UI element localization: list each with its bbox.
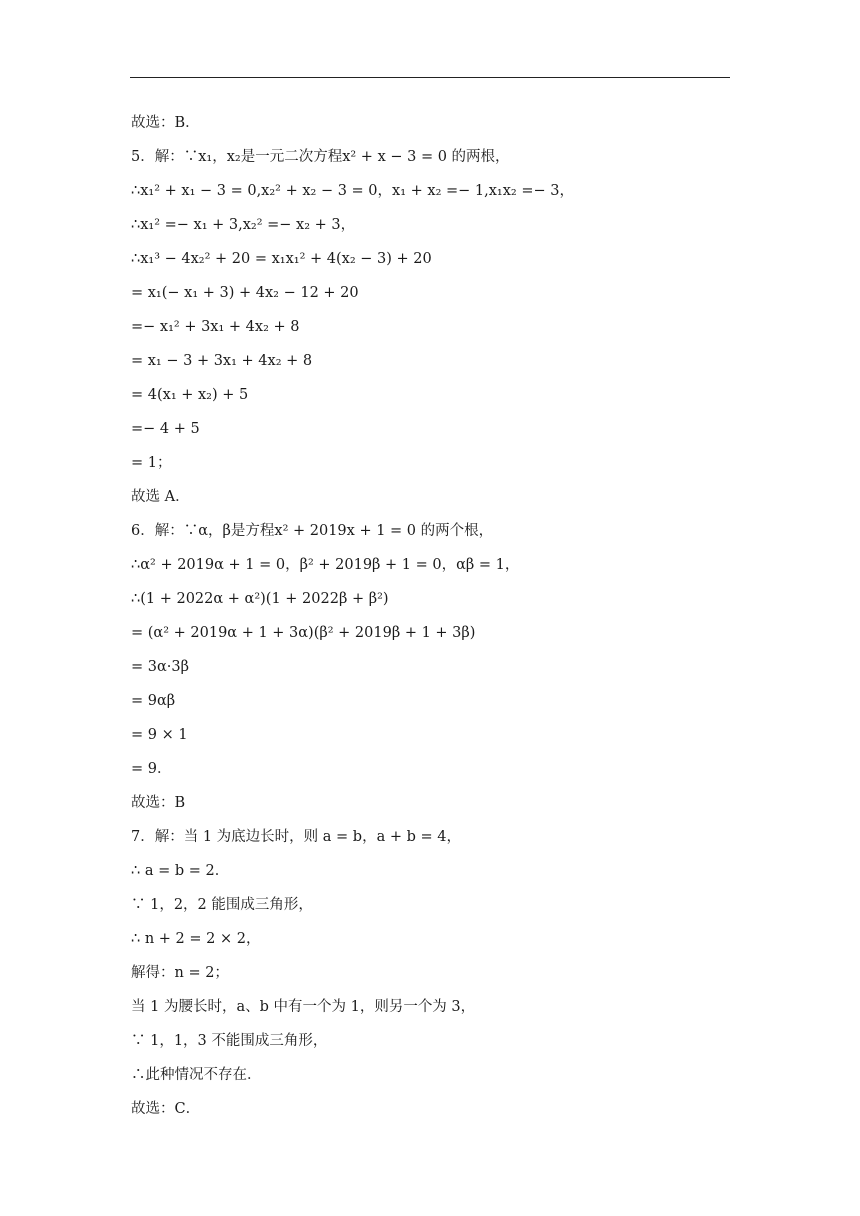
text-line: ∴ n + 2 = 2 × 2，	[131, 931, 261, 947]
text-line: ∴x₁² =− x₁ + 3,x₂² =− x₂ + 3，	[131, 217, 356, 233]
text-line: ∵ 1，1，3 不能围成三角形，	[131, 1033, 328, 1049]
text-line: 7．解：当 1 为底边长时，则 a = b，a + b = 4，	[131, 829, 461, 845]
text-line: = 3α·3β	[131, 659, 189, 675]
text-line: = x₁ − 3 + 3x₁ + 4x₂ + 8	[131, 353, 313, 369]
text-line: 解得：n = 2；	[131, 965, 229, 981]
text-line: ∴ a = b = 2．	[131, 863, 230, 879]
text-line: 故选：C．	[131, 1101, 201, 1117]
text-line: 当 1 为腰长时，a、b 中有一个为 1，则另一个为 3，	[131, 999, 476, 1015]
text-line: ∵ 1，2，2 能围成三角形，	[131, 897, 313, 913]
text-line: = 9 × 1	[131, 727, 188, 743]
text-line: 6．解：∵α，β是方程x² + 2019x + 1 = 0 的两个根，	[131, 523, 494, 539]
solution-text	[131, 106, 731, 1126]
text-line: ∴x₁² + x₁ − 3 = 0,x₂² + x₂ − 3 = 0，x₁ + x₂ =− 1,x₁x₂ =− 3，	[131, 183, 574, 199]
text-line: ∴α² + 2019α + 1 = 0，β² + 2019β + 1 = 0，αβ = 1，	[131, 557, 520, 573]
text-line: = 4(x₁ + x₂) + 5	[131, 387, 249, 403]
text-line: = 9αβ	[131, 693, 176, 709]
text-line: =− x₁² + 3x₁ + 4x₂ + 8	[131, 319, 300, 335]
text-line: = 9．	[131, 761, 172, 777]
text-line: 故选：B．	[131, 115, 200, 131]
text-line: = x₁(− x₁ + 3) + 4x₂ − 12 + 20	[131, 285, 359, 301]
text-line: = 1；	[131, 455, 172, 471]
text-line: 5．解：∵x₁，x₂是一元二次方程x² + x − 3 = 0 的两根，	[131, 149, 510, 165]
text-line: ∴(1 + 2022α + α²)(1 + 2022β + β²)	[131, 591, 389, 607]
text-line: =− 4 + 5	[131, 421, 200, 437]
text-line: = (α² + 2019α + 1 + 3α)(β² + 2019β + 1 + 3β)	[131, 625, 476, 641]
text-line: ∴x₁³ − 4x₂² + 20 = x₁x₁² + 4(x₂ − 3) + 20	[131, 251, 432, 267]
text-line: 故选 A．	[131, 489, 190, 505]
text-line: ∴此种情况不存在．	[131, 1067, 262, 1083]
header-rule	[130, 77, 730, 78]
text-line: 故选：B	[131, 795, 186, 811]
